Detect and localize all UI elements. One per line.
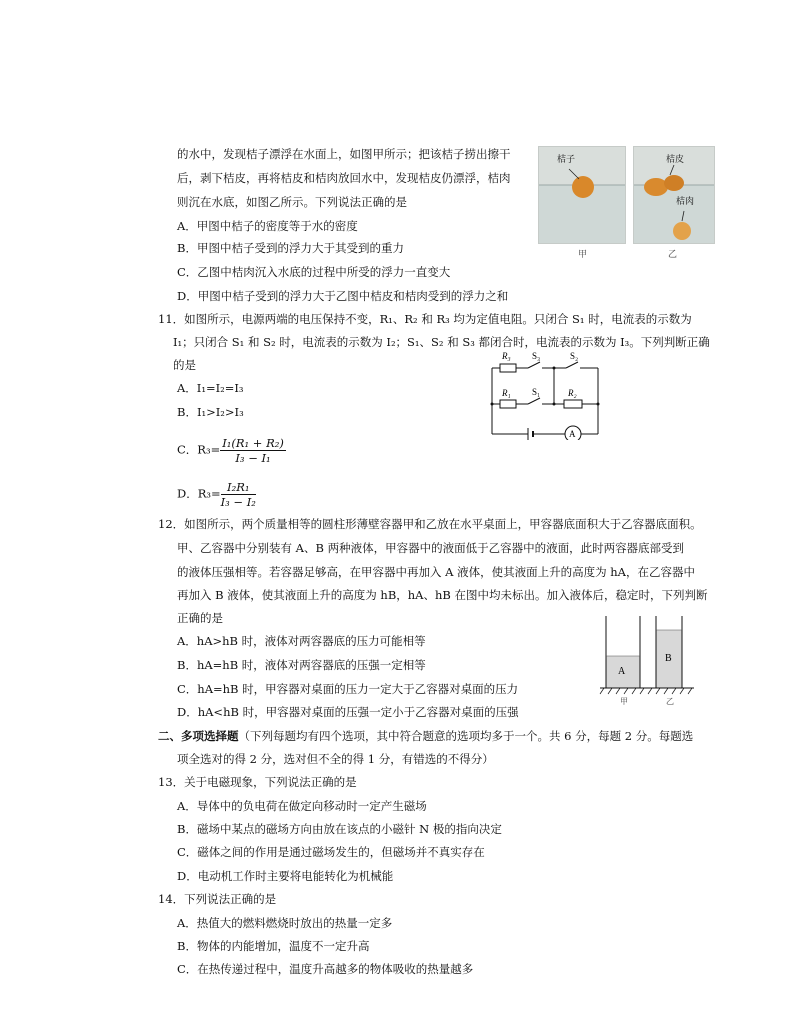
circuit-diagram <box>488 348 604 440</box>
label-r3: R₃ <box>502 351 511 361</box>
q12-option-a: A．hA>hB 时，液体对两容器底的压力可能相等 <box>177 634 426 648</box>
q14-option-a: A．热值大的燃料燃烧时放出的热量一定多 <box>177 916 393 930</box>
q11-line-3: 的是 <box>173 358 196 372</box>
q11-option-a: A．I₁=I₂=I₃ <box>177 381 244 395</box>
q13-option-d: D．电动机工作时主要将电能转化为机械能 <box>177 869 394 883</box>
q10-line-3: 则沉在水底，如图乙所示。下列说法正确的是 <box>177 195 407 209</box>
q12-line-2: 甲、乙容器中分别装有 A、B 两种液体，甲容器中的液面低于乙容器中的液面，此时两容器底部受到 <box>177 541 685 555</box>
q10-line-1: 的水中，发现桔子漂浮在水面上，如图甲所示；把该桔子捞出擦干 <box>177 147 511 161</box>
flesh-label: 桔肉 <box>676 197 695 207</box>
containers-diagram <box>598 614 702 706</box>
q13-option-b: B．磁场中某点的磁场方向由放在该点的小磁针 N 极的指向决定 <box>177 822 502 836</box>
q12-line-3: 的液体压强相等。若容器足够高，在甲容器中再加入 A 液体，使其液面上升的高度为 hA，在乙容器中 <box>177 565 695 579</box>
section-2-desc-2: 项全选对的得 2 分，选对但不全的得 1 分，有错选的不得分） <box>177 752 494 766</box>
label-s2: S₂ <box>570 351 579 361</box>
q11-option-d <box>177 480 256 509</box>
q14-option-b: B．物体的内能增加，温度不一定升高 <box>177 939 370 953</box>
caption-yi: 乙 <box>668 250 678 260</box>
q12-option-d: D．hA<hB 时，甲容器对桌面的压强一定小于乙容器对桌面的压强 <box>177 705 519 719</box>
q11-option-d-fraction <box>221 480 256 509</box>
liquid-a-label: A <box>618 666 626 677</box>
caption-jia: 甲 <box>578 250 588 260</box>
q13-option-a: A．导体中的负电荷在做定向移动时一定产生磁场 <box>177 799 427 813</box>
q11-option-d-prefix: D．R₃= <box>177 486 221 501</box>
liquid-b-label: B <box>665 653 672 664</box>
q12-line-5: 正确的是 <box>177 611 223 625</box>
label-s1: S₁ <box>532 387 541 397</box>
q14-stem: 14．下列说法正确的是 <box>158 892 277 906</box>
q11-line-2: I₁；只闭合 S₁ 和 S₂ 时，电流表的示数为 I₂；S₁、S₂ 和 S₃ 都闭合时，电流表的示数为 I₃。下列判断正确 <box>173 335 710 349</box>
orange-photo-jia <box>538 146 626 244</box>
orange-photo-yi <box>633 146 715 244</box>
q10-line-2: 后，剥下桔皮，再将桔皮和桔肉放回水中，发现桔皮仍漂浮，桔肉 <box>177 171 511 185</box>
q10-option-c: C．乙图中桔肉沉入水底的过程中所受的浮力一直变大 <box>177 265 451 279</box>
q12-option-b: B．hA=hB 时，液体对两容器底的压强一定相等 <box>177 658 426 672</box>
q11-option-c-fraction <box>220 436 286 465</box>
q12-line-4: 再加入 B 液体，使其液面上升的高度为 hB，hA、hB 在图中均未标出。加入液体后，稳定时，下列判断 <box>177 588 708 602</box>
section-2-line-1 <box>158 728 693 744</box>
q12-option-c: C．hA=hB 时，甲容器对桌面的压力一定大于乙容器对桌面的压力 <box>177 682 519 696</box>
q11-option-c-prefix: C．R₃= <box>177 442 221 457</box>
q11-option-d-denominator: I₃ − I₂ <box>220 495 256 509</box>
container-caption-yi: 乙 <box>666 697 674 706</box>
q11-option-c <box>177 436 286 465</box>
q11-line-1: 11．如图所示，电源两端的电压保持不变，R₁、R₂ 和 R₃ 均为定值电阻。只闭合 S₁ 时，电流表的示数为 <box>158 312 692 326</box>
label-s3: S₃ <box>532 351 541 361</box>
section-2-title: 二、多项选择题 <box>158 729 239 743</box>
q11-option-d-numerator: I₂R₁ <box>221 480 256 495</box>
q14-option-c: C．在热传递过程中，温度升高越多的物体吸收的热量越多 <box>177 962 474 976</box>
q12-line-1: 12．如图所示，两个质量相等的圆柱形薄壁容器甲和乙放在水平桌面上，甲容器底面积大于乙容器底面积。 <box>158 517 702 531</box>
q10-option-a: A．甲图中桔子的密度等于水的密度 <box>177 219 358 233</box>
q10-option-d: D．甲图中桔子受到的浮力大于乙图中桔皮和桔肉受到的浮力之和 <box>177 289 509 303</box>
q10-option-b: B．甲图中桔子受到的浮力大于其受到的重力 <box>177 241 404 255</box>
peel-label: 桔皮 <box>666 155 685 165</box>
q13-option-c: C．磁体之间的作用是通过磁场发生的，但磁场并不真实存在 <box>177 845 485 859</box>
q11-option-b: B．I₁>I₂>I₃ <box>177 405 244 419</box>
q13-stem: 13．关于电磁现象，下列说法正确的是 <box>158 775 357 789</box>
ammeter-label: A <box>569 429 576 439</box>
label-r2: R₂ <box>568 388 577 398</box>
q11-option-c-denominator: I₃ − I₁ <box>235 451 271 465</box>
q11-option-c-numerator: I₁(R₁ + R₂) <box>222 436 284 450</box>
orange-label: 桔子 <box>557 155 576 165</box>
label-r1: R₁ <box>502 388 511 398</box>
section-2-desc-1: （下列每题均有四个选项，其中符合题意的选项均多于一个。共 6 分，每题 2 分。每题选 <box>238 729 694 743</box>
container-caption-jia: 甲 <box>620 697 628 706</box>
